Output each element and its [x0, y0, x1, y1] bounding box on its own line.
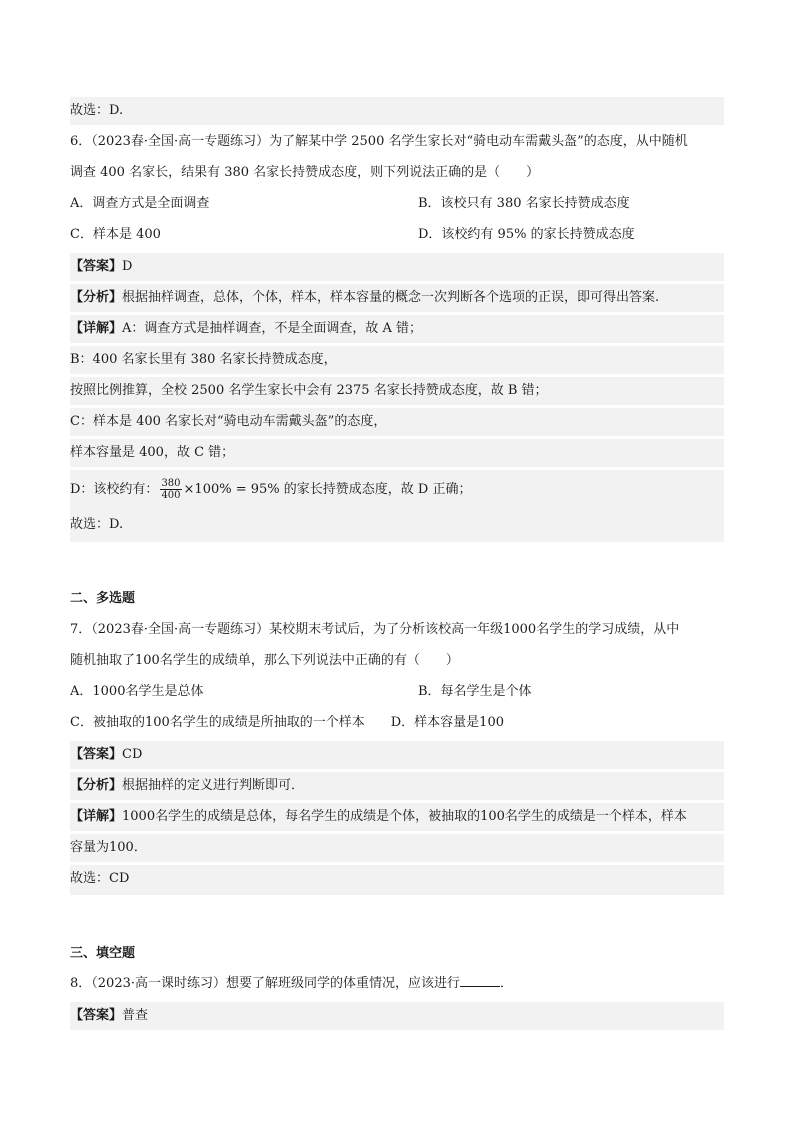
section-title-multi-choice	[70, 585, 724, 613]
q7-conclusion-text: 故选：CD	[70, 871, 130, 886]
q7-conclusion	[70, 865, 724, 895]
fill-in-blank	[460, 972, 500, 987]
q6-detail-6	[70, 470, 724, 510]
q7-option-cd: C．被抽取的100名学生的成绩是所抽取的一个样本 D．样本容量是100	[70, 715, 504, 730]
q6-detail-1	[70, 315, 724, 343]
q8-stem	[70, 970, 724, 998]
answer-tag: 【答案】	[70, 1008, 123, 1023]
analysis-tag: 【分析】	[70, 290, 123, 305]
q6-answer-value: D	[122, 259, 133, 274]
q6-conclusion	[70, 510, 724, 542]
fraction-numerator: 380	[161, 478, 181, 489]
q7-detail-text1: 1000名学生的成绩是总体，每名学生的成绩是个体，被抽取的100名学生的成绩是一个样本，样本	[122, 809, 687, 824]
q6-detail-3	[70, 377, 724, 405]
q7-detail-1	[70, 803, 724, 831]
q6-detail-text5: 样本容量是 400，故 C 错；	[70, 445, 235, 460]
q6-option-d: D．该校约有 95% 的家长持赞成态度	[418, 227, 635, 242]
answer-tag: 【答案】	[70, 259, 123, 274]
q5-conclusion-text: 故选：D.	[70, 103, 124, 118]
fraction	[160, 478, 181, 501]
q7-detail-text2: 容量为100．	[70, 840, 147, 855]
q7-answer	[70, 741, 724, 769]
detail-tag: 【详解】	[70, 809, 123, 824]
q7-stem-text2: 随机抽取了100名学生的成绩单，那么下列说法中正确的有（ ）	[70, 653, 459, 668]
q8-stem-text: 8．（2023·高一课时练习）想要了解班级同学的体重情况，应该进行	[70, 976, 460, 991]
q6-detail-text2: B：400 名家长里有 380 名家长持赞成态度，	[70, 352, 337, 367]
section-title-fill-blank	[70, 940, 724, 968]
q6-detail-4	[70, 408, 724, 436]
q7-analysis	[70, 772, 724, 800]
q7-answer-value: CD	[122, 747, 143, 762]
q8-answer	[70, 1002, 724, 1030]
q7-stem-line2	[70, 647, 724, 675]
q6-conclusion-text: 故选：D.	[70, 517, 124, 532]
q6-stem-line1	[70, 128, 724, 156]
q6-stem-line2	[70, 159, 724, 187]
q6-detail-2	[70, 346, 724, 374]
q6-detail-text6-post: ×100% = 95% 的家长持赞成态度，故 D 正确；	[183, 482, 472, 497]
q6-detail-5	[70, 439, 724, 467]
q7-options-ab	[70, 678, 724, 706]
q6-detail-text6-pre: D：该校约有：	[70, 482, 159, 497]
q8-answer-value: 普查	[122, 1008, 149, 1023]
q6-detail-text3: 按照比例推算，全校 2500 名学生家长中会有 2375 名家长持赞成态度，故 B 错；	[70, 383, 548, 398]
q6-options-cd	[70, 221, 724, 249]
q7-option-b: B．每名学生是个体	[418, 684, 532, 699]
q7-stem-line1	[70, 616, 724, 644]
q7-option-a: A．1000名学生是总体	[70, 684, 204, 699]
q6-detail-text1: A：调查方式是抽样调查，不是全面调查，故 A 错；	[122, 321, 423, 336]
q6-detail-text4: C：样本是 400 名家长对“骑电动车需戴头盔”的态度，	[70, 414, 387, 429]
q7-stem-text1: 7．（2023春·全国·高一专题练习）某校期末考试后，为了分析该校高一年级1000名学生的学习成绩，从中	[70, 622, 680, 637]
q6-analysis	[70, 284, 724, 312]
fraction-denominator: 400	[161, 490, 181, 501]
q7-detail-2	[70, 834, 724, 862]
q7-options-cd	[70, 709, 724, 737]
q6-stem-text1: 6．（2023春·全国·高一专题练习）为了解某中学 2500 名学生家长对“骑电动车需戴头盔”的态度，从中随机	[70, 134, 688, 149]
q5-conclusion	[70, 97, 724, 125]
q6-stem-text2: 调查 400 名家长，结果有 380 名家长持赞成态度，则下列说法正确的是（ ）	[70, 165, 540, 180]
q7-analysis-text: 根据抽样的定义进行判断即可．	[122, 778, 305, 793]
section2-title-text: 二、多选题	[70, 591, 136, 606]
q6-options-ab	[70, 190, 724, 218]
q6-option-a: A．调查方式是全面调查	[70, 196, 210, 211]
detail-tag: 【详解】	[70, 321, 123, 336]
q8-stem-end: ．	[500, 976, 514, 991]
analysis-tag: 【分析】	[70, 778, 123, 793]
q6-analysis-text: 根据抽样调查，总体，个体，样本，样本容量的概念一次判断各个选项的正误，即可得出答案.	[122, 290, 660, 305]
section3-title-text: 三、填空题	[70, 946, 136, 961]
q6-answer	[70, 253, 724, 281]
q6-option-c: C．样本是 400	[70, 227, 161, 242]
q6-option-b: B．该校只有 380 名家长持赞成态度	[418, 196, 630, 211]
answer-tag: 【答案】	[70, 747, 123, 762]
